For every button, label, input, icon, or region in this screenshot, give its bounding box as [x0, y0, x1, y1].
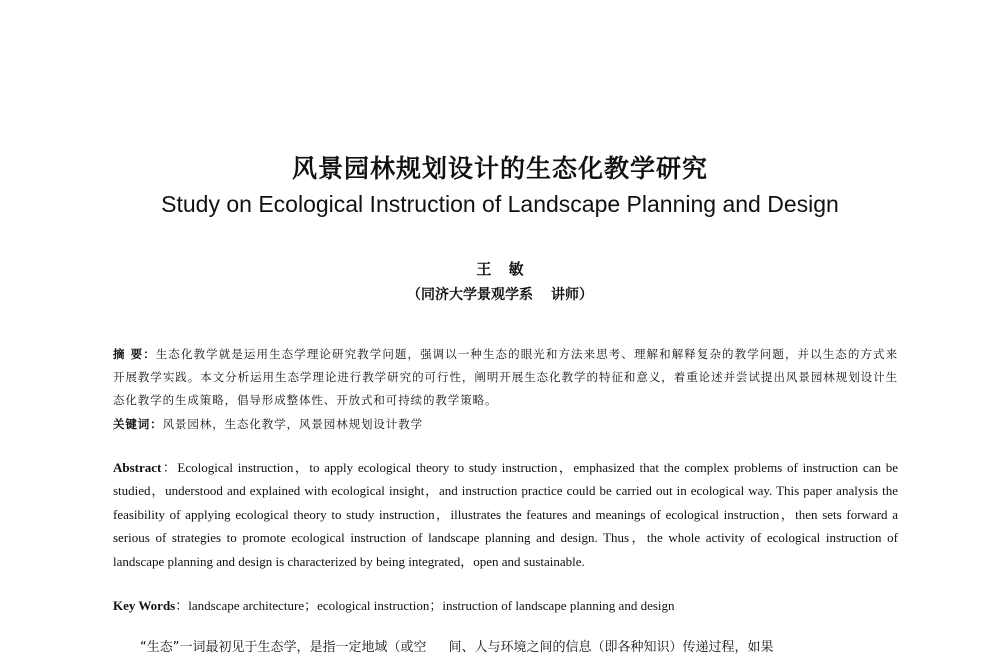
chinese-abstract-text: 生态化教学就是运用生态学理论研究教学问题，强调以一种生态的眼光和方法来思考、理解和解释复杂的教学问题，并以生态的方式来开展教学实践。本文分析运用生态学理论进行教学研究的可行性，阐明开展生态化教学的特征和意义，着重论述并尝试提出风景园林规划设计生态化教学的生成策略，倡导形成整体性、开放式和可持续的教学策略。 [113, 347, 899, 407]
chinese-abstract-label: 摘 要： [113, 347, 156, 361]
author-name: 王 敏 [476, 260, 524, 278]
english-keywords-colon: ： [175, 598, 189, 613]
body-text-part2: 间、人与环境之间的信息（即各种知识）传递过程，如果 [448, 640, 774, 655]
english-abstract [113, 456, 898, 573]
author-affiliation [0, 285, 1000, 305]
english-abstract-text: Ecological instruction，to apply ecological theory to study instruction，emphasized that the complex problems of instruction can be studied，understood and explained with ecological insight，and instruction practice could be carried out in ecological way. This paper analysis the feasibility of applying ecological theory to study instruction，illustrates the features and meanings of ecological instruction，then sets forward a serious of strategies to promote ecological instruction of landscape planning and design. Thus，the whole activity of ecological instruction of landscape planning and design is characterized by being integrated，open and sustainable. [113, 460, 898, 569]
affiliation-department: （同济大学景观学系 [407, 287, 533, 303]
english-keywords-text: landscape architecture；ecological instruction；instruction of landscape planning and design [188, 598, 675, 613]
english-keywords [113, 595, 898, 617]
affiliation-title: 讲师） [551, 287, 593, 303]
body-first-line [140, 637, 910, 659]
english-abstract-colon: ： [161, 460, 178, 475]
english-abstract-label: Abstract [113, 460, 162, 475]
english-title: Study on Ecological Instruction of Landscape Planning and Design [161, 191, 839, 217]
chinese-keywords-label: 关键词： [113, 417, 163, 431]
chinese-title: 风景园林规划设计的生态化教学研究 [291, 154, 708, 183]
chinese-abstract [113, 343, 898, 412]
chinese-keywords-text: 风景园林，生态化教学，风景园林规划设计教学 [162, 417, 424, 431]
body-text-part1: “生态”一词最初见于生态学，是指一定地域（或空 [140, 640, 427, 655]
english-keywords-label: Key Words [113, 598, 176, 613]
chinese-keywords [113, 413, 898, 435]
